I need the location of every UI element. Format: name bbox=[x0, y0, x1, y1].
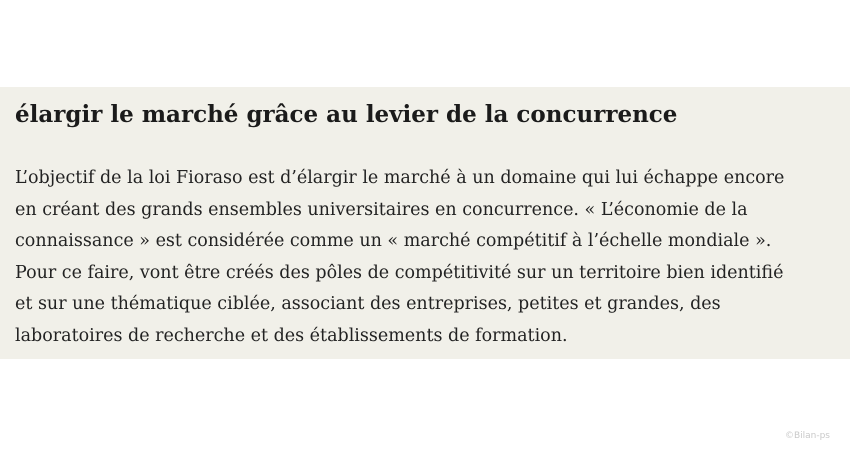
paragraph-line: laboratoires de recherche et des établissements de formation. bbox=[15, 325, 568, 346]
article-excerpt bbox=[0, 87, 850, 359]
watermark: ©Bilan-ps bbox=[784, 431, 830, 441]
paragraph-line: connaissance » est considérée comme un « marché compétitif à l’échelle mondiale ». bbox=[15, 231, 772, 251]
article-heading: élargir le marché grâce au levier de la concurrence bbox=[15, 101, 678, 128]
paragraph-line: L’objectif de la loi Fioraso est d’élargir le marché à un domaine qui lui échappe encore bbox=[15, 168, 785, 188]
paragraph-line: Pour ce faire, vont être créés des pôles de compétitivité sur un territoire bien identifié bbox=[15, 262, 784, 283]
article-paragraph bbox=[15, 163, 784, 352]
paragraph-line: en créant des grands ensembles universitaires en concurrence. « L’économie de la bbox=[15, 199, 748, 220]
paragraph-line: et sur une thématique ciblée, associant des entreprises, petites et grandes, des bbox=[15, 294, 721, 314]
